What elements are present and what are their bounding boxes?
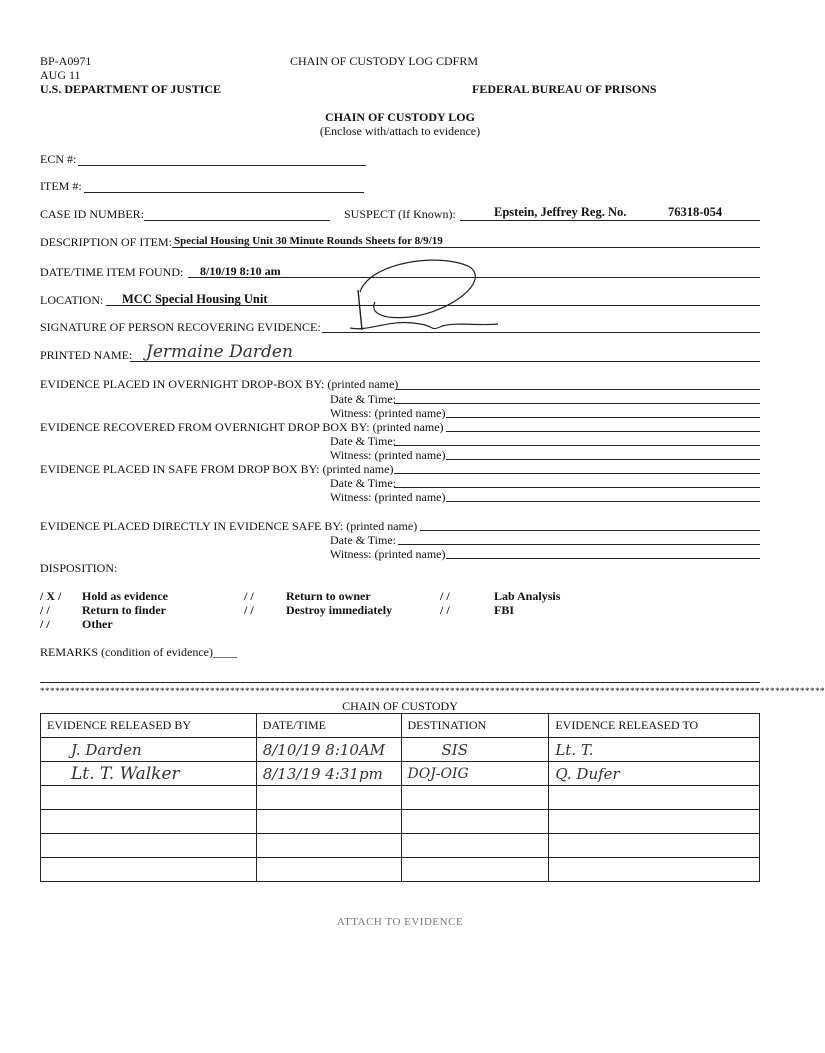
table-row	[41, 762, 760, 786]
description-value: Special Housing Unit 30 Minute Rounds Sheets for 8/9/19	[174, 235, 443, 247]
description-field[interactable]	[172, 247, 760, 248]
form-code: BP-A0971	[40, 54, 92, 68]
center-title: CHAIN OF CUSTODY LOG CDFRM	[290, 54, 479, 68]
fbi-checkbox[interactable]: / /	[440, 603, 450, 617]
row3-released-to[interactable]	[549, 786, 760, 810]
lab-checkbox[interactable]: / /	[440, 589, 450, 603]
row3-destination[interactable]	[401, 786, 549, 810]
direct-safe-label: EVIDENCE PLACED DIRECTLY IN EVIDENCE SAFE BY: (printed name)	[40, 519, 418, 533]
fbi-label: FBI	[494, 603, 515, 617]
row2-released-by[interactable]: Lt. T. Walker	[41, 762, 257, 786]
hold-checkbox[interactable]: / X /	[40, 589, 62, 603]
footer-attach: ATTACH TO EVIDENCE	[336, 916, 464, 928]
page-subtitle: (Enclose with/attach to evidence)	[319, 124, 481, 138]
item-field[interactable]	[84, 192, 364, 193]
ecn-field[interactable]	[78, 165, 366, 166]
safe-datetime-field[interactable]	[394, 487, 760, 488]
suspect-value: Epstein, Jeffrey Reg. No.	[494, 205, 627, 219]
row3-datetime[interactable]	[256, 786, 401, 810]
row4-released-by[interactable]	[41, 810, 257, 834]
row1-destination[interactable]: SIS	[401, 738, 549, 762]
custody-header-row	[41, 714, 760, 738]
table-row	[41, 786, 760, 810]
location-value: MCC Special Housing Unit	[122, 292, 268, 306]
page-title: CHAIN OF CUSTODY LOG	[325, 110, 475, 124]
safe-datetime-label: Date & Time:	[330, 476, 397, 490]
safe-field[interactable]	[394, 473, 760, 474]
signature-scribble	[330, 252, 510, 342]
location-label: LOCATION:	[40, 293, 104, 307]
row6-datetime[interactable]	[256, 858, 401, 882]
suspect-field[interactable]	[460, 220, 760, 221]
header-datetime: DATE/TIME	[256, 714, 401, 738]
reg-no-value: 76318-054	[668, 205, 723, 219]
row6-released-by[interactable]	[41, 858, 257, 882]
return-finder-label: Return to finder	[82, 603, 166, 617]
destroy-checkbox[interactable]: / /	[244, 603, 254, 617]
safe-witness-label: Witness: (printed name)	[330, 490, 446, 504]
table-row	[41, 738, 760, 762]
custody-table	[40, 713, 760, 882]
row4-destination[interactable]	[401, 810, 549, 834]
lab-label: Lab Analysis	[494, 589, 561, 603]
row1-datetime[interactable]: 8/10/19 8:10AM	[256, 738, 401, 762]
stars-divider: *************************************************************************************************************************************************************	[40, 686, 825, 696]
datetime-found-label: DATE/TIME ITEM FOUND:	[40, 265, 184, 279]
case-id-field[interactable]	[144, 220, 330, 221]
description-label: DESCRIPTION OF ITEM:	[40, 235, 173, 249]
direct-witness-label: Witness: (printed name)	[330, 547, 446, 561]
row5-destination[interactable]	[401, 834, 549, 858]
direct-datetime-label: Date & Time:	[330, 533, 397, 547]
header-released-by: EVIDENCE RELEASED BY	[41, 714, 257, 738]
row1-released-to[interactable]: Lt. T.	[549, 738, 760, 762]
suspect-label: SUSPECT (If Known):	[344, 207, 456, 221]
item-label: ITEM #:	[40, 179, 82, 193]
remarks-label: REMARKS (condition of evidence)____	[40, 645, 237, 659]
case-id-label: CASE ID NUMBER:	[40, 207, 145, 221]
row5-released-by[interactable]	[41, 834, 257, 858]
form-date: AUG 11	[40, 68, 81, 82]
return-owner-checkbox[interactable]: / /	[244, 589, 254, 603]
remarks-divider	[40, 682, 760, 683]
table-row	[41, 810, 760, 834]
custody-table-title: CHAIN OF CUSTODY	[342, 699, 458, 713]
recovered-field[interactable]	[446, 431, 760, 432]
table-row	[41, 834, 760, 858]
disposition-label: DISPOSITION:	[40, 561, 118, 575]
recovered-witness-label: Witness: (printed name)	[330, 448, 446, 462]
header-released-to: EVIDENCE RELEASED TO	[549, 714, 760, 738]
bureau-name: FEDERAL BUREAU OF PRISONS	[472, 82, 657, 96]
recovered-datetime-label: Date & Time:	[330, 434, 397, 448]
row2-released-to[interactable]: Q. Dufer	[549, 762, 760, 786]
other-label: Other	[82, 617, 113, 631]
return-owner-label: Return to owner	[286, 589, 371, 603]
destroy-label: Destroy immediately	[286, 603, 393, 617]
direct-safe-field[interactable]	[420, 530, 760, 531]
dropbox-datetime-label: Date & Time:	[330, 392, 397, 406]
row3-released-by[interactable]	[41, 786, 257, 810]
row2-datetime[interactable]: 8/13/19 4:31pm	[256, 762, 401, 786]
row6-released-to[interactable]	[549, 858, 760, 882]
printed-name-value: Jermaine Darden	[146, 342, 293, 362]
signature-label: SIGNATURE OF PERSON RECOVERING EVIDENCE:	[40, 320, 321, 334]
recovered-datetime-field[interactable]	[394, 445, 760, 446]
hold-label: Hold as evidence	[82, 589, 168, 603]
ecn-label: ECN #:	[40, 152, 77, 166]
table-row	[41, 858, 760, 882]
dropbox-witness-field[interactable]	[446, 417, 760, 418]
dropbox-witness-label: Witness: (printed name)	[330, 406, 446, 420]
return-finder-checkbox[interactable]: / /	[40, 603, 50, 617]
row5-datetime[interactable]	[256, 834, 401, 858]
dropbox-datetime-field[interactable]	[394, 403, 760, 404]
direct-datetime-field[interactable]	[398, 544, 760, 545]
row5-released-to[interactable]	[549, 834, 760, 858]
direct-witness-field[interactable]	[446, 558, 760, 559]
printed-name-label: PRINTED NAME:	[40, 348, 133, 362]
other-checkbox[interactable]: / /	[40, 617, 50, 631]
dropbox-field[interactable]	[396, 389, 760, 390]
dropbox-label: EVIDENCE PLACED IN OVERNIGHT DROP-BOX BY: (printed name)	[40, 377, 399, 391]
row4-datetime[interactable]	[256, 810, 401, 834]
row2-destination[interactable]: DOJ-OIG	[401, 762, 549, 786]
row1-released-by[interactable]: J. Darden	[41, 738, 257, 762]
recovered-label: EVIDENCE RECOVERED FROM OVERNIGHT DROP BOX BY: (printed name)	[40, 420, 444, 434]
safe-label: EVIDENCE PLACED IN SAFE FROM DROP BOX BY: (printed name)	[40, 462, 394, 476]
dept-name: U.S. DEPARTMENT OF JUSTICE	[40, 82, 222, 96]
safe-witness-field[interactable]	[446, 501, 760, 502]
row4-released-to[interactable]	[549, 810, 760, 834]
datetime-found-value: 8/10/19 8:10 am	[200, 264, 281, 278]
row6-destination[interactable]	[401, 858, 549, 882]
recovered-witness-field[interactable]	[446, 459, 760, 460]
header-destination: DESTINATION	[401, 714, 549, 738]
